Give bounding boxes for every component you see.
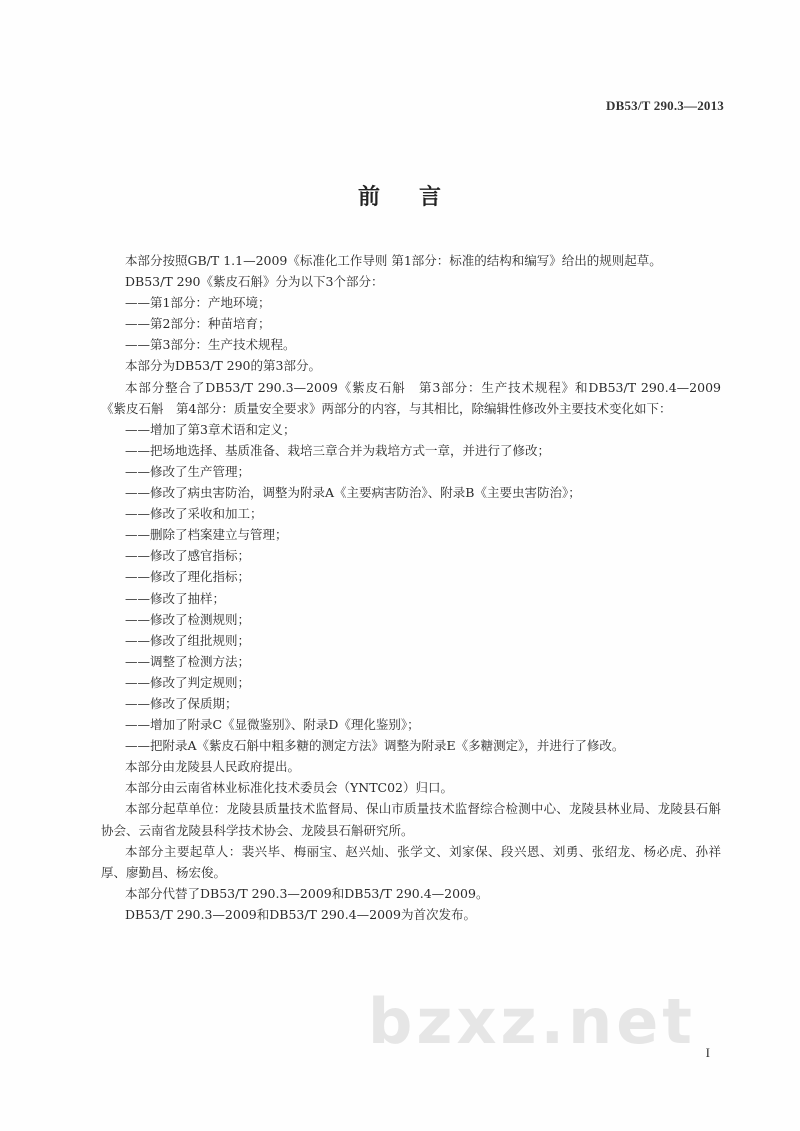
paragraph: 本部分为DB53/T 290的第3部分。 [125,358,321,374]
list-item: ——修改了组批规则； [125,632,251,648]
list-item: ——修改了理化指标； [125,569,251,585]
list-item: ——删除了档案建立与管理； [125,527,288,543]
paragraph: 本部分整合了DB53/T 290.3—2009《紫皮石斛 第3部分：生产技术规程》和DB53/T 290.4—2009《紫皮石斛 第4部分：质量安全要求》两部分的内容，与其相比，除编辑性修改外主要技术变化如下： [101,379,721,416]
list-item: ——调整了检测方法； [125,653,251,669]
list-item: ——把附录A《紫皮石斛中粗多糖的测定方法》调整为附录E《多糖测定》，并进行了修改。 [125,738,625,754]
list-item: ——修改了判定规则； [125,674,251,690]
list-item: ——增加了附录C《显微鉴别》、附录D《理化鉴别》； [125,717,420,733]
paragraph: DB53/T 290《紫皮石斛》分为以下3个部分： [125,274,384,290]
list-item: ——修改了感官指标； [125,548,251,564]
list-item: ——修改了生产管理； [125,463,251,479]
list-item: ——修改了抽样； [125,590,226,606]
title-char-2: 言 [419,185,443,210]
list-item: ——修改了检测规则； [125,611,251,627]
list-item: ——把场地选择、基质准备、栽培三章合并为栽培方式一章，并进行了修改； [125,442,551,458]
watermark: bzxz.net [368,985,696,1058]
paragraph: 本部分起草单位：龙陵县质量技术监督局、保山市质量技术监督综合检测中心、龙陵县林业局、龙陵县石斛协会、云南省龙陵县科学技术协会、龙陵县石斛研究所。 [101,801,721,838]
list-item: ——第1部分：产地环境； [125,295,271,311]
list-item: ——增加了第3章术语和定义； [125,421,296,437]
list-item: ——修改了保质期； [125,695,238,711]
title-char-1: 前 [357,185,381,210]
document-code: DB53/T 290.3—2013 [605,98,724,113]
list-item: ——修改了病虫害防治，调整为附录A《主要病害防治》、附录B《主要虫害防治》； [125,485,581,501]
paragraph: 本部分由云南省林业标准化技术委员会（YNTC02）归口。 [125,780,453,796]
page-title [0,180,800,211]
list-item: ——第3部分：生产技术规程。 [125,337,296,353]
paragraph: 本部分按照GB/T 1.1—2009《标准化工作导则 第1部分：标准的结构和编写》给出的规则起草。 [125,253,662,268]
list-item: ——修改了采收和加工； [125,506,263,522]
foreword-body [101,250,721,925]
page-number: I [705,1045,710,1060]
paragraph: DB53/T 290.3—2009和DB53/T 290.4—2009为首次发布。 [125,906,476,922]
paragraph: 本部分代替了DB53/T 290.3—2009和DB53/T 290.4—2009。 [125,885,489,901]
list-item: ——第2部分：种苗培育； [125,316,271,332]
paragraph: 本部分由龙陵县人民政府提出。 [125,759,301,775]
paragraph: 本部分主要起草人：裴兴毕、梅丽宝、赵兴灿、张学文、刘家保、段兴恩、刘勇、张绍龙、杨必虎、孙祥厚、廖勤昌、杨宏俊。 [101,843,721,880]
